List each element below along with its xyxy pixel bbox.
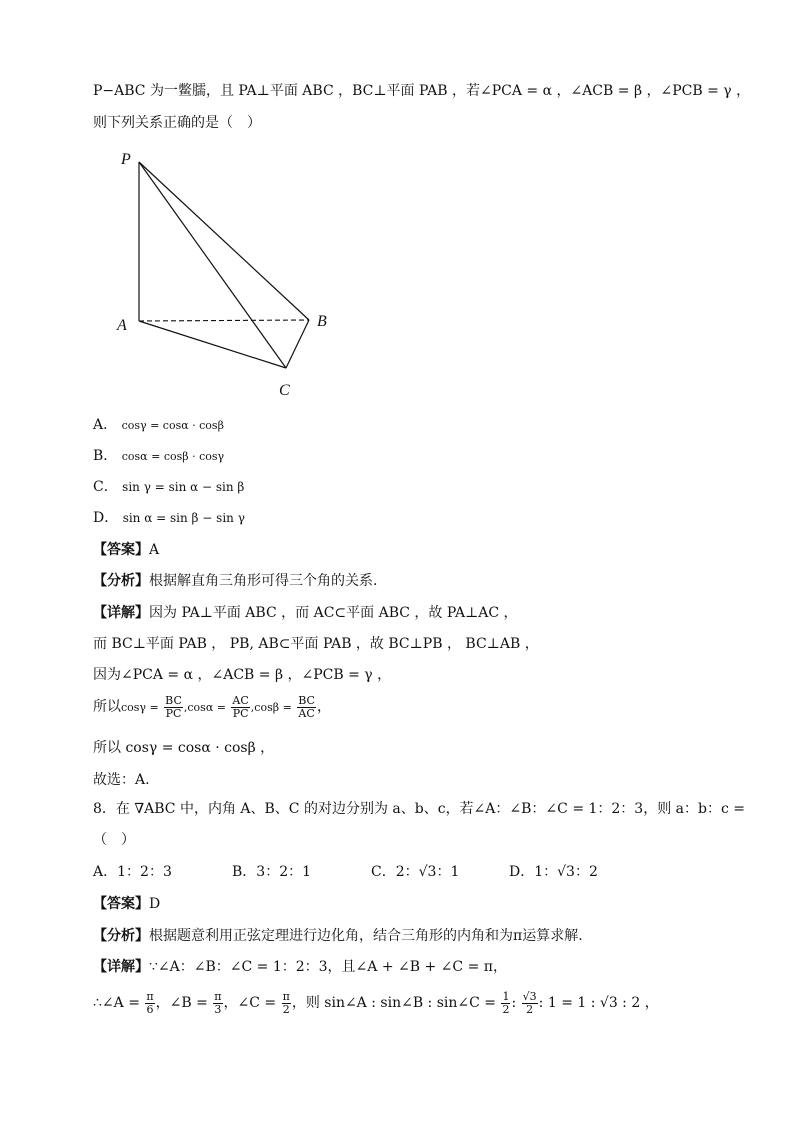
- option-a-letter: A．: [93, 417, 118, 433]
- p8-option-a-letter: A．: [93, 864, 118, 880]
- frac-num: √3: [522, 989, 537, 1003]
- p8-option-d: [509, 863, 598, 881]
- fraction-pi-6: [145, 991, 154, 1016]
- option-b: [93, 447, 224, 466]
- fraction-1-2: [501, 991, 510, 1016]
- option-a: [93, 416, 224, 435]
- problem7-stem-line1: P−ABC 为一鳖臑，且 PA⊥平面 ABC ，BC⊥平面 PAB ，若∠PCA = α ，∠ACB = β ，∠PCB = γ ，: [93, 83, 751, 99]
- problem7-answer: [93, 541, 159, 559]
- frac-den: PC: [232, 706, 249, 720]
- p8-option-a: [93, 863, 172, 881]
- detail4-cosbeta: ,cosβ =: [250, 701, 292, 714]
- problem8-analysis: [93, 927, 583, 945]
- p8-option-d-text: 1：√3：2: [534, 864, 598, 880]
- detail-tag: 【详解】: [93, 959, 149, 975]
- fraction-ac-pc: [231, 695, 249, 720]
- frac-num: π: [214, 989, 222, 1003]
- sine-ratio-text: ，则 sin∠A : sin∠B : sin∠C =: [291, 995, 497, 1011]
- answer-value: A: [149, 542, 160, 558]
- problem8-stem-line2: （ ）: [93, 832, 135, 848]
- ratio-result: : 1 = 1 : √3 : 2 ，: [538, 995, 659, 1011]
- frac-den: AC: [298, 706, 315, 720]
- frac-num: 1: [502, 989, 510, 1003]
- option-c-letter: C．: [93, 479, 118, 495]
- analysis-tag: 【分析】: [93, 573, 149, 589]
- p8-option-d-letter: D．: [509, 864, 535, 880]
- fraction-sqrt3-2: [522, 991, 538, 1016]
- option-c: [93, 478, 244, 496]
- p8-option-a-text: 1：2：3: [117, 864, 172, 880]
- vertex-label-P: P: [121, 151, 131, 168]
- ratio-separator: :: [511, 995, 517, 1011]
- answer-tag: 【答案】: [93, 896, 149, 912]
- fraction-bc-pc: [164, 695, 183, 720]
- frac-den: 3: [214, 1002, 222, 1016]
- p8-option-c-letter: C．: [371, 864, 396, 880]
- angle-b-eq: ，∠B =: [155, 995, 208, 1011]
- p8-option-b-text: 3：2：1: [256, 864, 312, 880]
- problem8-answer: [93, 895, 160, 913]
- problem7-analysis: [93, 572, 377, 590]
- option-c-text: sin γ = sin α − sin β: [122, 480, 245, 494]
- vertex-label-A: A: [117, 317, 127, 334]
- detail-tag: 【详解】: [93, 605, 149, 621]
- problem7-stem-line2: 则下列关系正确的是（ ）: [93, 115, 261, 131]
- tetrahedron-figure: [100, 140, 360, 400]
- problem7-detail-line4: [93, 694, 331, 721]
- p8-option-b-letter: B．: [232, 864, 257, 880]
- detail4-suffix: ，: [316, 699, 331, 715]
- option-d-text: sin α = sin β − sin γ: [122, 511, 245, 525]
- frac-num: π: [282, 989, 290, 1003]
- fraction-pi-3: [213, 991, 222, 1016]
- frac-num: BC: [165, 693, 182, 707]
- problem7-detail-line5: 所以 cosγ = cosα · cosβ ，: [93, 740, 275, 756]
- p8-option-c: [371, 863, 459, 881]
- analysis-tag: 【分析】: [93, 928, 149, 944]
- fraction-pi-2: [282, 991, 291, 1016]
- fraction-bc-ac: [297, 695, 316, 720]
- frac-den: 2: [526, 1002, 534, 1016]
- problem8-detail-line1: [93, 958, 507, 976]
- problem7-conclusion: 故选：A.: [93, 772, 150, 788]
- edge-AC: [139, 321, 286, 368]
- problem7-detail-line3: 因为∠PCA = α ，∠ACB = β ，∠PCB = γ ，: [93, 667, 392, 683]
- angle-a-eq: ∴∠A =: [93, 995, 140, 1011]
- problem8-detail-line2: [93, 988, 659, 1018]
- option-b-letter: B．: [93, 448, 118, 464]
- frac-den: PC: [165, 706, 182, 720]
- problem7-detail-line2: 而 BC⊥平面 PAB ， PB, AB⊂平面 PAB ，故 BC⊥PB ， BC⊥AB ，: [93, 636, 539, 652]
- answer-value: D: [149, 896, 161, 912]
- detail4-prefix: 所以: [93, 699, 121, 715]
- frac-den: 2: [502, 1002, 510, 1016]
- vertex-label-C: C: [279, 382, 290, 399]
- detail4-cosalpha: ,cosα =: [183, 701, 226, 714]
- analysis-text: 根据解直角三角形可得三个角的关系.: [149, 573, 378, 589]
- edge-BC: [286, 320, 309, 368]
- option-b-text: cosα = cosβ · cosγ: [121, 450, 225, 463]
- detail4-cosgamma: cosγ =: [121, 701, 159, 714]
- option-d-letter: D．: [93, 510, 119, 526]
- answer-tag: 【答案】: [93, 542, 149, 558]
- vertex-label-B: B: [317, 313, 327, 330]
- detail-text-1: 因为 PA⊥平面 ABC ，而 AC⊂平面 ABC ，故 PA⊥AC ，: [149, 605, 518, 621]
- frac-den: 6: [146, 1002, 154, 1016]
- p8-option-b: [232, 863, 311, 881]
- detail-text-1: ∵∠A：∠B：∠C = 1：2：3，且∠A + ∠B + ∠C = π，: [149, 959, 507, 975]
- analysis-text: 根据题意利用正弦定理进行边化角，结合三角形的内角和为π运算求解.: [149, 928, 583, 944]
- option-a-text: cosγ = cosα · cosβ: [121, 419, 224, 432]
- edge-PB: [139, 162, 309, 320]
- frac-den: 2: [282, 1002, 290, 1016]
- problem7-detail-line1: [93, 604, 518, 622]
- option-d: [93, 509, 245, 527]
- frac-num: π: [146, 989, 154, 1003]
- p8-option-c-text: 2：√3：1: [395, 864, 460, 880]
- edge-PC: [139, 162, 286, 368]
- frac-num: AC: [232, 693, 249, 707]
- angle-c-eq: ，∠C =: [223, 995, 277, 1011]
- problem8-stem-line1: 8．在 ∇ABC 中，内角 A、B、C 的对边分别为 a、b、c，若∠A：∠B：∠C = 1：2：3，则 a：b：c =: [93, 801, 745, 817]
- frac-num: BC: [298, 693, 315, 707]
- edge-AB-hidden: [139, 320, 309, 321]
